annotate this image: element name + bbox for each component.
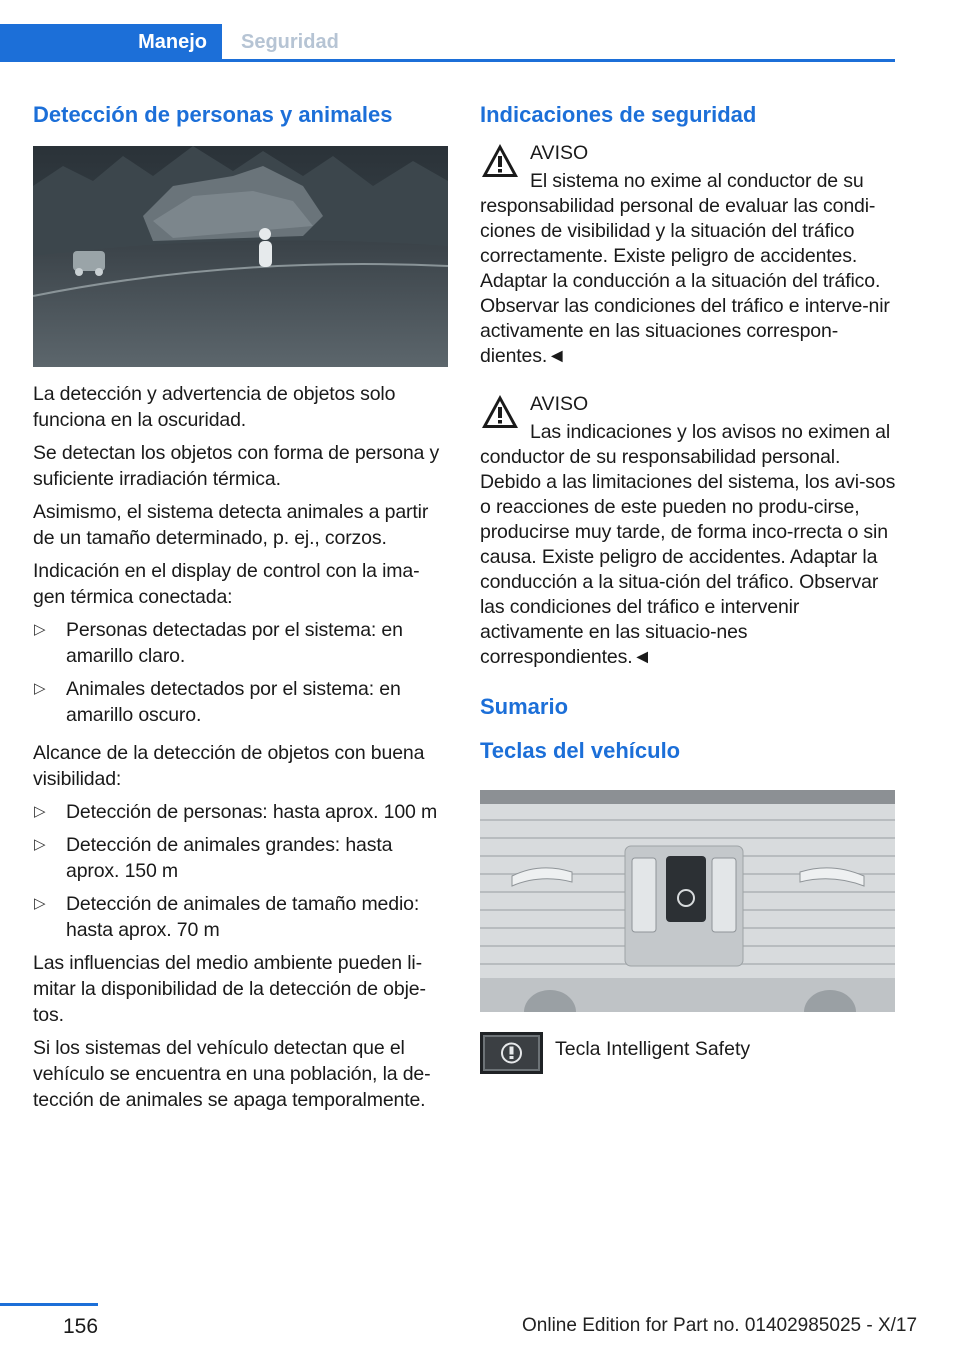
left-column: [33, 98, 448, 1120]
key-label: Tecla Intelligent Safety: [555, 1038, 751, 1060]
warning-title: AVISO: [530, 393, 589, 415]
list-item: ▷ Personas detectadas por el sistema: en amarillo claro.: [34, 619, 403, 667]
page-number: 156: [63, 1315, 99, 1338]
triangle-bullet-icon: ▷: [34, 836, 46, 853]
warning-body: El sistema no exime al conductor de su responsabilidad personal de evaluar las condi‐ciones de visibilidad y la situación del tráfico correctamente. Existe peligro de accidentes. Adaptar la conducción a la situación del tráfico. Observar las condiciones del tráfico e interve‐nir activamente en las situaciones correspon‐dientes.◄: [480, 170, 890, 367]
section-heading-detection: Detección de personas y animales: [33, 102, 393, 127]
list-item: ▷ Detección de personas: hasta aprox. 100 m: [34, 801, 438, 823]
paragraph: La detección y advertencia de objetos solo funciona en la oscuridad.: [33, 383, 396, 431]
triangle-bullet-icon: ▷: [34, 895, 46, 912]
list-detected-objects: [33, 617, 448, 728]
warning-body: Las indicaciones y los avisos no eximen al conductor de su responsabilidad personal. Debido a las limitaciones del sistema, los avi‐sos o reacciones de este pueden no produ‐cirse, producirse muy tarde, de forma inco‐rrecta o sin causa. Existe peligro de accidentes. Adaptar la conducción a la situa‐ción del tráfico. Observar las condiciones del tráfico e intervenir activamente en las situacio‐nes correspondientes.◄: [480, 421, 896, 668]
right-column: [480, 98, 896, 1082]
list-item: ▷ Detección de animales de tamaño medio: hasta aprox. 70 m: [34, 893, 420, 941]
triangle-bullet-icon: ▷: [34, 803, 46, 820]
header-rule: [0, 59, 895, 62]
edition-text: Online Edition for Part no. 01402985025 - X/17: [522, 1315, 918, 1336]
center-console-photo: [480, 790, 895, 1012]
thermal-image-photo: [33, 146, 448, 367]
paragraph: Las influencias del medio ambiente pueden li‐mitar la disponibilidad de la detección de obje‐tos.: [33, 952, 426, 1026]
paragraph: Asimismo, el sistema detecta animales a partir de un tamaño determinado, p. ej., corzos.: [33, 501, 429, 549]
intelligent-safety-key-icon: [480, 1032, 543, 1074]
warning-title: AVISO: [530, 142, 589, 164]
section-heading-safety: Indicaciones de seguridad: [480, 102, 757, 127]
section-heading-vehicle-keys: Teclas del vehículo: [480, 738, 681, 763]
tab-seguridad[interactable]: Seguridad: [241, 31, 339, 53]
warning-triangle-icon: [480, 392, 520, 432]
list-item: ▷ Animales detectados por el sistema: en amarillo oscuro.: [34, 678, 401, 726]
header-tabs: [0, 24, 895, 62]
paragraph: Si los sistemas del vehículo detectan que el vehículo se encuentra en una población, la de‐tección de animales se apaga temporalmente.: [33, 1037, 431, 1111]
triangle-bullet-icon: ▷: [34, 621, 46, 638]
warning-block: [480, 138, 896, 369]
paragraph: Se detectan los objetos con forma de persona y suficiente irradiación térmica.: [33, 442, 440, 490]
list-detection-range: [33, 799, 448, 943]
paragraph: Indicación en el display de control con la ima‐gen térmica conectada:: [33, 560, 420, 608]
key-legend-row: [480, 1032, 896, 1082]
warning-block: [480, 389, 896, 670]
tab-manejo[interactable]: Manejo: [0, 24, 222, 59]
list-item: ▷ Detección de animales grandes: hasta aprox. 150 m: [34, 834, 393, 882]
section-heading-summary: Sumario: [480, 694, 569, 719]
footer-rule: [0, 1303, 98, 1306]
paragraph: Alcance de la detección de objetos con buena visibilidad:: [33, 742, 425, 790]
triangle-bullet-icon: ▷: [34, 680, 46, 697]
warning-triangle-icon: [480, 141, 520, 181]
